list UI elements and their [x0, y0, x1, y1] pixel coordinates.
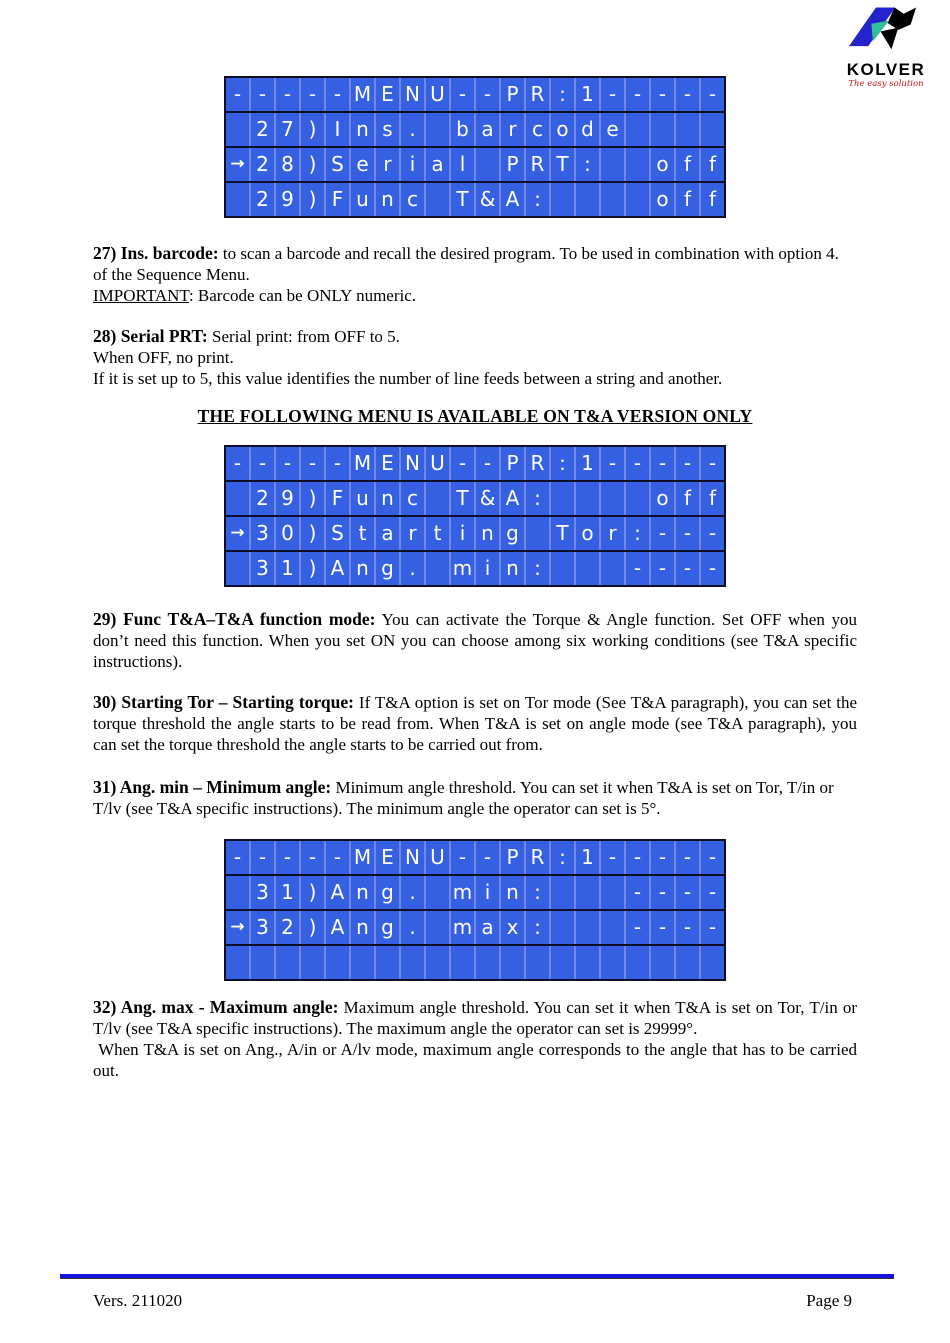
lcd-cell — [351, 946, 374, 979]
lcd-cell: . — [401, 876, 424, 909]
lcd-cell: T — [551, 517, 574, 550]
lcd-cell — [376, 946, 399, 979]
lcd-cell: i — [476, 876, 499, 909]
lcd-cell: U — [426, 841, 449, 874]
lcd-cell: n — [376, 183, 399, 216]
lcd-cell — [301, 946, 324, 979]
lcd-cell: P — [501, 148, 524, 181]
lcd-cell — [551, 946, 574, 979]
lcd-cell: 1 — [576, 447, 599, 480]
lcd-cell — [226, 482, 249, 515]
section-32 — [93, 997, 857, 1081]
lcd-cell: - — [701, 911, 724, 944]
lcd-cell: o — [651, 482, 674, 515]
lcd-cell: - — [651, 841, 674, 874]
section-27-important-label: IMPORTANT — [93, 286, 189, 305]
lcd-cell: - — [651, 552, 674, 585]
section-31-body: Minimum angle threshold. You can set it when T&A is set on Tor, T/in or T/lv (see T&A specific instructions). The minimum angle the operator can set is 5°. — [93, 778, 834, 818]
lcd-cursor-arrow-icon: → — [226, 148, 249, 181]
lcd-cell: d — [576, 113, 599, 146]
lcd-cell: - — [701, 78, 724, 111]
lcd-cell: n — [501, 552, 524, 585]
lcd-cell — [576, 482, 599, 515]
lcd-cell — [426, 552, 449, 585]
lcd-cell — [226, 183, 249, 216]
lcd-cell: M — [351, 841, 374, 874]
lcd-cell: N — [401, 78, 424, 111]
lcd-cell: b — [451, 113, 474, 146]
lcd-cell: g — [501, 517, 524, 550]
section-27-title: 27) Ins. barcode: — [93, 243, 219, 263]
footer-page-number: Page 9 — [806, 1291, 852, 1310]
lcd-cell: c — [401, 183, 424, 216]
lcd-cell: - — [626, 876, 649, 909]
lcd-cell: - — [251, 841, 274, 874]
lcd-row — [226, 552, 724, 585]
lcd-cell: m — [451, 552, 474, 585]
lcd-cell: ) — [301, 552, 324, 585]
lcd-cell: - — [451, 447, 474, 480]
lcd-cell: f — [701, 183, 724, 216]
lcd-cell — [526, 517, 549, 550]
lcd-cell: - — [326, 841, 349, 874]
lcd-cell: 1 — [576, 78, 599, 111]
lcd-cell: P — [501, 447, 524, 480]
lcd-cell — [601, 946, 624, 979]
lcd-cell — [401, 946, 424, 979]
lcd-cell: 3 — [251, 911, 274, 944]
lcd-cell: - — [676, 841, 699, 874]
logo-brand-text: KOLVER — [846, 60, 926, 79]
lcd-cell: . — [401, 113, 424, 146]
lcd-cell: 0 — [276, 517, 299, 550]
lcd-row — [226, 482, 724, 517]
lcd-cell — [551, 183, 574, 216]
lcd-cell: u — [351, 482, 374, 515]
lcd-cell — [626, 113, 649, 146]
lcd-cell: - — [676, 911, 699, 944]
lcd-cell: & — [476, 183, 499, 216]
lcd-cell: g — [376, 911, 399, 944]
lcd-cell: : — [526, 183, 549, 216]
lcd-cell: a — [376, 517, 399, 550]
lcd-menu-screen-27-29 — [224, 76, 726, 218]
lcd-cell: : — [626, 517, 649, 550]
lcd-cell: A — [326, 552, 349, 585]
lcd-cell: n — [476, 517, 499, 550]
lcd-cell: - — [626, 447, 649, 480]
lcd-cell: 2 — [251, 183, 274, 216]
lcd-cell: - — [651, 876, 674, 909]
lcd-cell — [326, 946, 349, 979]
lcd-cell: t — [426, 517, 449, 550]
lcd-cell: e — [351, 148, 374, 181]
lcd-cell: - — [326, 78, 349, 111]
lcd-cell: P — [501, 78, 524, 111]
section-32-title: 32) Ang. max - Maximum angle: — [93, 997, 339, 1017]
section-29-title: 29) Func T&A–T&A function mode: — [93, 609, 376, 629]
lcd-cell — [426, 482, 449, 515]
section-30 — [93, 692, 857, 755]
lcd-cell: S — [326, 517, 349, 550]
lcd-cell: - — [651, 911, 674, 944]
lcd-cell — [226, 946, 249, 979]
lcd-row — [226, 946, 724, 979]
lcd-cell: a — [476, 911, 499, 944]
lcd-cell: m — [451, 876, 474, 909]
lcd-cell — [226, 876, 249, 909]
section-27-body: to scan a barcode and recall the desired program. To be used in combination with option 4. of the Sequence Menu. — [93, 244, 839, 284]
lcd-cell — [651, 113, 674, 146]
lcd-cell: f — [676, 148, 699, 181]
lcd-cell: T — [551, 148, 574, 181]
lcd-cell: ) — [301, 876, 324, 909]
lcd-cell: : — [526, 482, 549, 515]
lcd-cell: 7 — [276, 113, 299, 146]
lcd-cell: - — [276, 841, 299, 874]
lcd-cell: m — [451, 911, 474, 944]
lcd-cell: n — [351, 876, 374, 909]
lcd-cell: ) — [301, 911, 324, 944]
lcd-cell: : — [551, 841, 574, 874]
lcd-cell: R — [526, 841, 549, 874]
lcd-cell: 2 — [251, 113, 274, 146]
lcd-cell: 8 — [276, 148, 299, 181]
lcd-cell — [226, 552, 249, 585]
lcd-menu-screen-31-32 — [224, 839, 726, 981]
lcd-cell: f — [701, 148, 724, 181]
lcd-cell — [676, 113, 699, 146]
lcd-cell: : — [526, 552, 549, 585]
logo-tagline: The easy solution — [848, 79, 924, 89]
lcd-cell: : — [526, 876, 549, 909]
lcd-row — [226, 517, 724, 552]
lcd-cell: A — [501, 482, 524, 515]
lcd-cell: - — [476, 841, 499, 874]
lcd-cell — [251, 946, 274, 979]
lcd-cell: o — [576, 517, 599, 550]
lcd-cell: r — [401, 517, 424, 550]
lcd-cell: n — [501, 876, 524, 909]
lcd-cell: o — [651, 148, 674, 181]
lcd-cell: - — [301, 447, 324, 480]
lcd-cell — [576, 183, 599, 216]
lcd-cell: I — [326, 113, 349, 146]
lcd-cell: g — [376, 552, 399, 585]
kolver-logo-mark-icon — [840, 6, 932, 60]
lcd-cell: e — [601, 113, 624, 146]
lcd-cell — [476, 148, 499, 181]
lcd-cell: i — [401, 148, 424, 181]
lcd-cell — [626, 946, 649, 979]
lcd-cell: & — [476, 482, 499, 515]
lcd-cell: R — [526, 148, 549, 181]
section-29-body: You can activate the Torque & Angle function. Set OFF when you don’t need this function. When you set ON you can choose among six working conditions (see T&A specific instructions). — [93, 610, 857, 671]
lcd-cell: 1 — [276, 552, 299, 585]
lcd-cell: M — [351, 447, 374, 480]
section-27-important-text: : Barcode can be ONLY numeric. — [188, 286, 417, 305]
lcd-cell: - — [601, 78, 624, 111]
lcd-cell: S — [326, 148, 349, 181]
lcd-cell: N — [401, 447, 424, 480]
section-28-body: Serial print: from OFF to 5. — [211, 327, 400, 346]
lcd-cell — [701, 946, 724, 979]
lcd-cell: T — [451, 183, 474, 216]
lcd-cell — [651, 946, 674, 979]
lcd-cell — [701, 113, 724, 146]
lcd-cell: . — [401, 911, 424, 944]
lcd-cell: : — [551, 447, 574, 480]
lcd-cell: f — [676, 183, 699, 216]
lcd-cell: ) — [301, 148, 324, 181]
lcd-cell: P — [501, 841, 524, 874]
lcd-cell: i — [451, 517, 474, 550]
lcd-cell: E — [376, 447, 399, 480]
lcd-cell: - — [626, 841, 649, 874]
lcd-cell: U — [426, 447, 449, 480]
lcd-cell: : — [526, 911, 549, 944]
lcd-cell: 2 — [276, 911, 299, 944]
lcd-row — [226, 447, 724, 482]
lcd-cell — [551, 911, 574, 944]
lcd-cell — [576, 876, 599, 909]
lcd-cell: - — [701, 447, 724, 480]
lcd-cell: - — [476, 447, 499, 480]
lcd-cell: - — [626, 552, 649, 585]
lcd-cell: x — [501, 911, 524, 944]
footer-divider — [60, 1274, 894, 1279]
lcd-cell: U — [426, 78, 449, 111]
section-28-title: 28) Serial PRT: — [93, 326, 208, 346]
lcd-cell: 9 — [276, 482, 299, 515]
lcd-cell: F — [326, 183, 349, 216]
lcd-cursor-arrow-icon: → — [226, 911, 249, 944]
lcd-cell: ) — [301, 183, 324, 216]
lcd-cell: s — [376, 113, 399, 146]
lcd-cell — [226, 113, 249, 146]
lcd-cell: ) — [301, 482, 324, 515]
lcd-row — [226, 113, 724, 148]
lcd-cell: A — [326, 911, 349, 944]
lcd-cell: - — [701, 517, 724, 550]
lcd-cell: - — [676, 517, 699, 550]
lcd-cell: r — [376, 148, 399, 181]
lcd-cell — [426, 911, 449, 944]
lcd-cell: F — [326, 482, 349, 515]
lcd-cell — [526, 946, 549, 979]
lcd-cell: r — [601, 517, 624, 550]
lcd-cell: N — [401, 841, 424, 874]
lcd-cell: - — [451, 841, 474, 874]
footer-version: Vers. 211020 — [93, 1291, 183, 1310]
section-30-title: 30) Starting Tor – Starting torque: — [93, 692, 354, 712]
lcd-row — [226, 876, 724, 911]
lcd-cell: o — [551, 113, 574, 146]
lcd-cell: R — [526, 447, 549, 480]
lcd-cell: 9 — [276, 183, 299, 216]
lcd-cell: - — [251, 78, 274, 111]
lcd-cell: T — [451, 482, 474, 515]
section-29 — [93, 609, 857, 672]
lcd-cell — [626, 148, 649, 181]
section-32-line2: When T&A is set on Ang., A/in or A/lv mode, maximum angle corresponds to the angle that has to be carried out. — [93, 1040, 857, 1080]
lcd-row — [226, 841, 724, 876]
lcd-cell: a — [476, 113, 499, 146]
lcd-cell — [426, 946, 449, 979]
lcd-cell: 1 — [576, 841, 599, 874]
lcd-cell: - — [701, 876, 724, 909]
lcd-cell: . — [401, 552, 424, 585]
lcd-cursor-arrow-icon: → — [226, 517, 249, 550]
lcd-row — [226, 183, 724, 216]
lcd-cell: - — [701, 552, 724, 585]
section-28-line2: When OFF, no print. — [93, 348, 234, 367]
lcd-cell — [601, 552, 624, 585]
lcd-cell: - — [476, 78, 499, 111]
section-28-line3: If it is set up to 5, this value identifies the number of line feeds between a string and another. — [93, 369, 723, 388]
lcd-cell: - — [301, 841, 324, 874]
lcd-cell: A — [326, 876, 349, 909]
lcd-cell: - — [226, 841, 249, 874]
lcd-cell: M — [351, 78, 374, 111]
lcd-cell — [601, 876, 624, 909]
lcd-cell: E — [376, 841, 399, 874]
lcd-cell: - — [651, 517, 674, 550]
lcd-cell: - — [651, 447, 674, 480]
lcd-cell — [601, 911, 624, 944]
lcd-cell: 3 — [251, 517, 274, 550]
lcd-cell: f — [701, 482, 724, 515]
section-27 — [93, 243, 857, 306]
lcd-cell — [476, 946, 499, 979]
section-32-body: Maximum angle threshold. You can set it when T&A is set on Tor, T/in or T/lv (see T&A specific instructions). The maximum angle the operator can set is 29999°. — [93, 998, 857, 1038]
lcd-row — [226, 911, 724, 946]
lcd-cell: g — [376, 876, 399, 909]
lcd-cell — [601, 148, 624, 181]
lcd-cell — [276, 946, 299, 979]
kolver-logo — [840, 6, 932, 89]
lcd-cell: n — [376, 482, 399, 515]
lcd-cell: u — [351, 183, 374, 216]
lcd-cell: R — [526, 78, 549, 111]
lcd-cell: c — [401, 482, 424, 515]
lcd-cell: - — [676, 78, 699, 111]
lcd-cell: - — [276, 447, 299, 480]
lcd-cell: t — [351, 517, 374, 550]
lcd-cell — [626, 183, 649, 216]
lcd-cell: - — [226, 78, 249, 111]
lcd-row — [226, 148, 724, 183]
section-31-title: 31) Ang. min – Minimum angle: — [93, 777, 332, 797]
lcd-cell: 3 — [251, 876, 274, 909]
lcd-cell: ) — [301, 517, 324, 550]
lcd-cell — [601, 183, 624, 216]
lcd-cell: 2 — [251, 482, 274, 515]
lcd-cell: o — [651, 183, 674, 216]
lcd-cell — [551, 482, 574, 515]
lcd-cell — [576, 552, 599, 585]
lcd-cell — [426, 183, 449, 216]
lcd-cell: f — [676, 482, 699, 515]
lcd-cell: E — [376, 78, 399, 111]
lcd-cell: 1 — [276, 876, 299, 909]
lcd-cell: - — [701, 841, 724, 874]
section-30-body: If T&A option is set on Tor mode (See T&A paragraph), you can set the torque threshold the angle starts to be read from. When T&A is set on angle mode (see T&A paragraph), you can set the torque threshold the angle starts to be carried out from. — [93, 693, 857, 754]
lcd-cell: r — [501, 113, 524, 146]
lcd-cell — [426, 113, 449, 146]
lcd-cell — [676, 946, 699, 979]
lcd-cell: - — [626, 78, 649, 111]
lcd-cell: - — [601, 841, 624, 874]
lcd-cell — [576, 946, 599, 979]
lcd-cell: - — [276, 78, 299, 111]
ta-version-heading: THE FOLLOWING MENU IS AVAILABLE ON T&A VERSION ONLY — [197, 406, 753, 426]
lcd-cell: n — [351, 911, 374, 944]
lcd-cell: - — [626, 911, 649, 944]
lcd-cell: 2 — [251, 148, 274, 181]
lcd-cell — [626, 482, 649, 515]
lcd-cell: : — [576, 148, 599, 181]
lcd-cell: n — [351, 113, 374, 146]
lcd-cell — [451, 946, 474, 979]
page-footer — [93, 1291, 852, 1311]
lcd-cell — [576, 911, 599, 944]
lcd-cell: - — [251, 447, 274, 480]
lcd-cell — [551, 876, 574, 909]
lcd-cell: c — [526, 113, 549, 146]
lcd-cell: l — [451, 148, 474, 181]
lcd-cell: - — [326, 447, 349, 480]
lcd-menu-screen-29-31 — [224, 445, 726, 587]
lcd-row — [226, 78, 724, 113]
lcd-cell: n — [351, 552, 374, 585]
lcd-cell: - — [601, 447, 624, 480]
lcd-cell — [501, 946, 524, 979]
lcd-cell: - — [301, 78, 324, 111]
lcd-cell: - — [676, 876, 699, 909]
lcd-cell: : — [551, 78, 574, 111]
lcd-cell: - — [226, 447, 249, 480]
lcd-cell: - — [676, 447, 699, 480]
lcd-cell: ) — [301, 113, 324, 146]
section-31 — [93, 777, 857, 819]
lcd-cell: 3 — [251, 552, 274, 585]
lcd-cell — [551, 552, 574, 585]
lcd-cell: - — [676, 552, 699, 585]
lcd-cell: a — [426, 148, 449, 181]
lcd-cell — [601, 482, 624, 515]
lcd-cell: i — [476, 552, 499, 585]
lcd-cell: - — [651, 78, 674, 111]
lcd-cell: A — [501, 183, 524, 216]
lcd-cell — [426, 876, 449, 909]
lcd-cell: - — [451, 78, 474, 111]
section-28 — [93, 326, 857, 389]
